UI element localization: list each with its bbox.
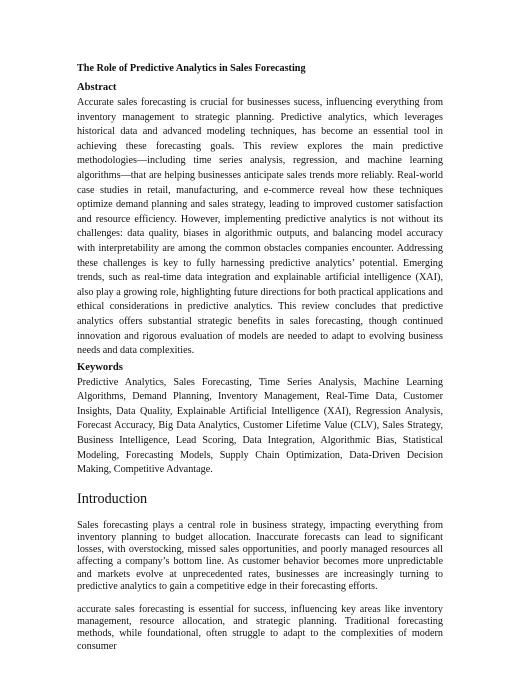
intro-paragraph: Sales forecasting plays a central role in business strategy, impacting everything from inventory planning to budget allocation. Inaccurate forecasts can lead to significant losses, with overstocking, missed sales opportunities, and poorly managed resources all affecting a company’s bottom line. As customer behavior becomes more unpredictable and markets evolve at unprecedented rates, businesses are increasingly turning to predictive analytics to gain a competitive edge in their forecasting efforts. bbox=[77, 519, 443, 592]
introduction-heading: Introduction bbox=[77, 490, 148, 507]
intro-paragraph: accurate sales forecasting is essential for success, influencing key areas like inventory management, resource allocation, and strategic planning. Traditional forecasting methods, while foundational, often struggle to adapt to the complexities of modern consumer bbox=[77, 604, 443, 652]
abstract-text: Accurate sales forecasting is crucial for businesses sucess, influencing everything from inventory management to strategic planning. Predictive analytics, which leverages historical data and advanced modeling techniques, has become an essential tool in achieving these forecasting goals. This review explores the main predictive methodologies—including time series analysis, regression, and machine learning algorithms—that are helping businesses anticipate sales trends more reliably. Real-world case studies in retail, manufacturing, and e-commerce reveal how these techniques optimize demand planning and sales strategy, leading to improved customer satisfaction and resource efficiency. However, implementing predictive analytics is not without its challenges: data quality, biases in algorithmic outputs, and balancing model accuracy with interpretability are among the common obstacles companies encounter. Addressing these challenges is key to fully harnessing predictive analytics’ potential. Emerging trends, such as real-time data integration and explainable artificial intelligence (XAI), also play a growing role, highlighting future directions for both practical applications and ethical considerations in predictive analytics. This review concludes that predictive analytics offers substantial strategic benefits in sales forecasting, though continued innovation and rigorous evaluation of models are needed to adapt to evolving business needs and data complexities. bbox=[77, 97, 443, 357]
abstract-heading: Abstract bbox=[77, 82, 117, 93]
paper-body bbox=[77, 62, 443, 664]
keywords-text: Predictive Analytics, Sales Forecasting, Time Series Analysis, Machine Learning Algorithms, Demand Planning, Inventory Management, Real-Time Data, Customer Insights, Data Quality, Explainable Artificial Intelligence (XAI), Regression Analysis, Forecast Accuracy, Big Data Analytics, Customer Lifetime Value (CLV), Sales Strategy, Business Intelligence, Lead Scoring, Data Integration, Algorithmic Bias, Statistical Modeling, Forecasting Models, Supply Chain Optimization, Data-Driven Decision Making, Competitive Advantage. bbox=[77, 376, 443, 476]
paper-title: The Role of Predictive Analytics in Sales Forecasting bbox=[77, 63, 306, 74]
keywords-heading: Keywords bbox=[77, 361, 123, 373]
